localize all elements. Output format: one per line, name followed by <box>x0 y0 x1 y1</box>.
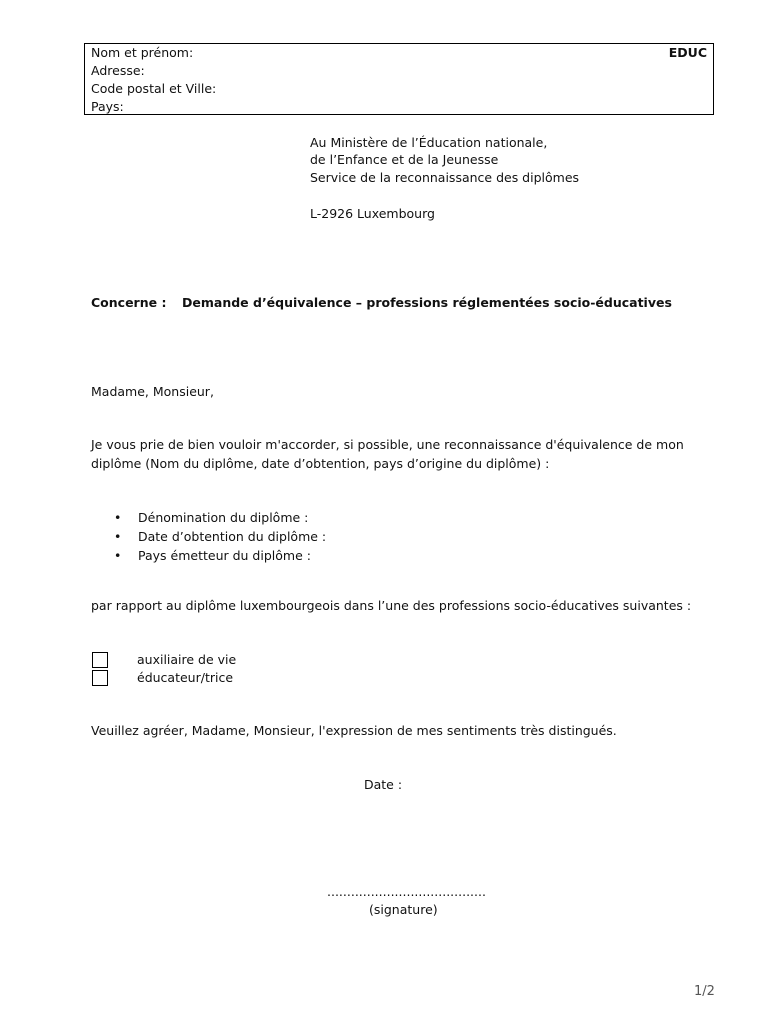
subject-label: Concerne : <box>91 295 167 310</box>
checkbox-educateur-trice[interactable] <box>92 670 108 686</box>
list-item: • Dénomination du diplôme : <box>114 508 326 527</box>
comparison-text: par rapport au diplôme luxembourgeois dans l’une des professions socio-éducatives suivantes : <box>91 598 692 613</box>
recipient-line-3: Service de la reconnaissance des diplômes <box>310 170 580 185</box>
request-paragraph-line-1: Je vous prie de bien vouloir m'accorder, si possible, une reconnaissance d'équivalence de mon <box>91 437 684 452</box>
list-item: • Date d’obtention du diplôme : <box>114 527 326 546</box>
option-label-educateur-trice: éducateur/trice <box>137 670 234 685</box>
list-item: • Pays émetteur du diplôme : <box>114 546 326 565</box>
closing-sentence: Veuillez agréer, Madame, Monsieur, l'expression de mes sentiments très distingués. <box>91 723 617 738</box>
sender-address-label: Adresse: <box>91 63 145 78</box>
salutation: Madame, Monsieur, <box>91 384 214 399</box>
page-number: 1/2 <box>694 984 715 999</box>
signature-label: (signature) <box>369 902 438 917</box>
sender-info-box <box>84 43 714 115</box>
checkbox-auxiliaire-de-vie[interactable] <box>92 652 108 668</box>
option-label-auxiliaire-de-vie: auxiliaire de vie <box>137 652 237 667</box>
sender-name-label: Nom et prénom: <box>91 45 194 60</box>
sender-country-label: Pays: <box>91 99 124 114</box>
recipient-line-1: Au Ministère de l’Éducation nationale, <box>310 135 548 150</box>
signature-line: ........................................ <box>327 884 486 899</box>
request-paragraph-line-2: diplôme (Nom du diplôme, date d’obtention, pays d’origine du diplôme) : <box>91 456 550 471</box>
date-label: Date : <box>364 777 403 792</box>
recipient-line-2: de l’Enfance et de la Jeunesse <box>310 152 499 167</box>
recipient-city: L-2926 Luxembourg <box>310 206 435 221</box>
subject-text: Demande d’équivalence – professions réglementées socio-éducatives <box>182 295 672 310</box>
department-code: EDUC <box>668 45 707 60</box>
sender-postcode-city-label: Code postal et Ville: <box>91 81 217 96</box>
diploma-details-list <box>114 508 326 565</box>
